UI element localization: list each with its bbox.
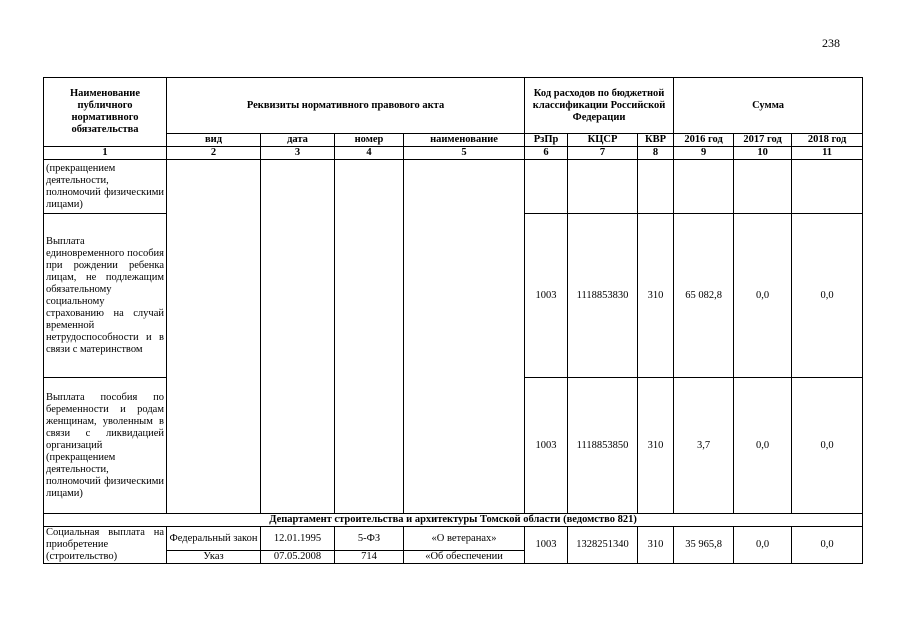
row-2018 [792, 160, 863, 214]
row-kcsr: 1118853850 [568, 378, 638, 514]
act-number: 714 [335, 551, 404, 564]
act-date: 07.05.2008 [261, 551, 335, 564]
row-2018: 0,0 [792, 378, 863, 514]
row-2017: 0,0 [734, 378, 792, 514]
col-num-8: 8 [638, 147, 674, 160]
act-type: Указ [167, 551, 261, 564]
row-2016: 35 965,8 [674, 527, 734, 564]
header-2017: 2017 год [734, 134, 792, 147]
row-2016 [674, 160, 734, 214]
act-type: Федеральный закон [167, 527, 261, 551]
table-row [44, 160, 863, 214]
act-number: 5-ФЗ [335, 527, 404, 551]
budget-table [43, 77, 863, 564]
row-kvr [638, 160, 674, 214]
row-kvr: 310 [638, 378, 674, 514]
row-2017: 0,0 [734, 527, 792, 564]
col-num-6: 6 [525, 147, 568, 160]
act-date: 12.01.1995 [261, 527, 335, 551]
row-rzpr: 1003 [525, 214, 568, 378]
row-rzpr: 1003 [525, 527, 568, 564]
row-kvr: 310 [638, 527, 674, 564]
row-2017: 0,0 [734, 214, 792, 378]
row-kcsr: 1118853830 [568, 214, 638, 378]
act-title: «Об обеспечении [404, 551, 525, 564]
header-number: номер [335, 134, 404, 147]
row-2017 [734, 160, 792, 214]
row-name: Выплата пособия по беременности и родам женщинам, уволенным в связи с ликвидацией организаций (прекращением деятельности, полномочий физическими лицами) [44, 378, 167, 514]
row-name: Социальная выплата на приобретение (строительство) [44, 527, 167, 564]
department-title: Департамент строительства и архитектуры Томской области (ведомство 821) [44, 514, 863, 527]
row-name: Выплата единовременного пособия при рождении ребенка лицам, не подлежащим обязательному социальному страхованию на случай временной нетрудоспособности и в связи с материнством [44, 214, 167, 378]
row-rzpr [525, 160, 568, 214]
col-num-2: 2 [167, 147, 261, 160]
col-num-11: 11 [792, 147, 863, 160]
header-budget-code: Код расходов по бюджетной классификации Российской Федерации [525, 78, 674, 134]
col-num-7: 7 [568, 147, 638, 160]
row-2016: 65 082,8 [674, 214, 734, 378]
header-2018: 2018 год [792, 134, 863, 147]
act-title-cell [404, 160, 525, 514]
act-number-cell [335, 160, 404, 514]
row-kcsr: 1328251340 [568, 527, 638, 564]
header-kcsr: КЦСР [568, 134, 638, 147]
header-2016: 2016 год [674, 134, 734, 147]
column-number-row [44, 147, 863, 160]
row-2016: 3,7 [674, 378, 734, 514]
act-title: «О ветеранах» [404, 527, 525, 551]
row-2018: 0,0 [792, 527, 863, 564]
header-kvr: КВР [638, 134, 674, 147]
col-num-4: 4 [335, 147, 404, 160]
header-name: Наименование публичного нормативного обязательства [44, 78, 167, 147]
col-num-5: 5 [404, 147, 525, 160]
col-num-9: 9 [674, 147, 734, 160]
table-row [44, 527, 863, 551]
row-2018: 0,0 [792, 214, 863, 378]
header-sum: Сумма [674, 78, 863, 134]
row-kvr: 310 [638, 214, 674, 378]
header-date: дата [261, 134, 335, 147]
department-row [44, 514, 863, 527]
row-name: (прекращением деятельности, полномочий физическими лицами) [44, 160, 167, 214]
act-type-cell [167, 160, 261, 514]
col-num-3: 3 [261, 147, 335, 160]
page-number: 238 [822, 36, 840, 50]
col-num-1: 1 [44, 147, 167, 160]
header-title: наименование [404, 134, 525, 147]
row-kcsr [568, 160, 638, 214]
header-rzpr: РзПр [525, 134, 568, 147]
header-type: вид [167, 134, 261, 147]
header-requisites: Реквизиты нормативного правового акта [167, 78, 525, 134]
col-num-10: 10 [734, 147, 792, 160]
row-rzpr: 1003 [525, 378, 568, 514]
act-date-cell [261, 160, 335, 514]
